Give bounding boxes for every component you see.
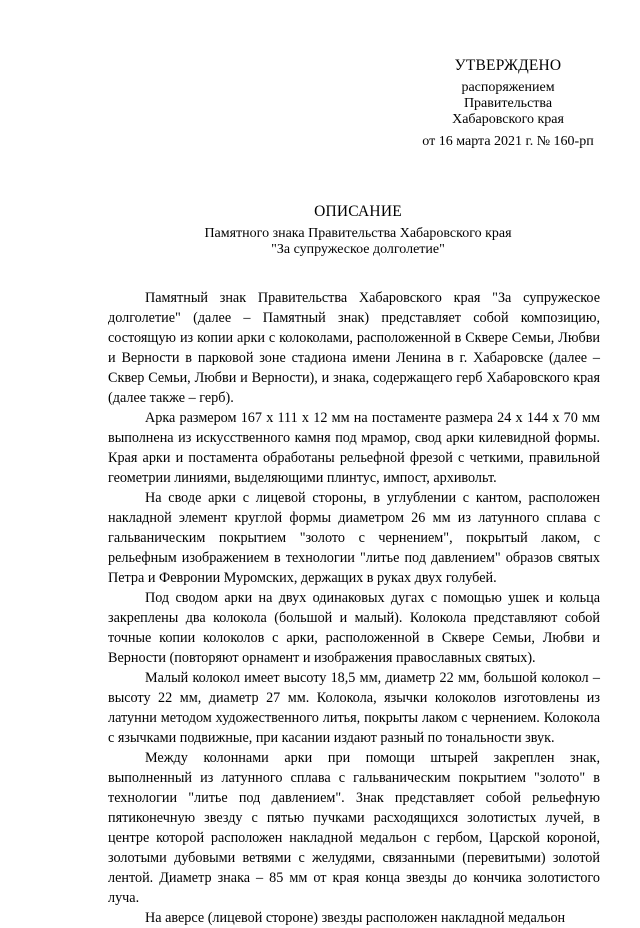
body-paragraph: Малый колокол имеет высоту 18,5 мм, диаметр 22 мм, большой колокол – высоту 22 мм, диаметр 27 мм. Колокола, язычки колоколов изготовлены из латунни методом художественного литья, покрыты лаком с чернением. Колокола с язычками подвижные, при касании издают разный по тональности звук. — [108, 670, 600, 746]
body-paragraph: На своде арки с лицевой стороны, в углублении с кантом, расположен накладной элемент круглой формы диаметром 26 мм из латунного сплава с гальваническим покрытием "золото с чернением", покрытый лаком, с рельефным изображением в технологии "литье под давлением" образов святых Петра и Февронии Муромских, держащих в руках двух голубей. — [108, 490, 600, 586]
approval-line: распоряжением — [461, 80, 555, 95]
approval-line: Хабаровского края — [452, 112, 564, 127]
document-title: ОПИСАНИЕ — [314, 203, 402, 220]
body-paragraph: Памятный знак Правительства Хабаровского края "За супружеское долголетие" (далее – Памятный знак) представляет собой композицию, состоящую из копии арки с колоколами, расположенной в Сквере Семьи, Любви и Верности в парковой зоне стадиона имени Ленина в г. Хабаровске (далее – Сквер Семьи, Любви и Верности), и знака, содержащего герб Хабаровского края (далее также – герб). — [108, 290, 600, 406]
title-block — [0, 204, 640, 258]
document-body — [108, 288, 600, 928]
body-paragraph: Между колоннами арки при помощи штырей закреплен знак, выполненный из латунного сплава с гальваническим покрытием "золото" в технологии "литье под давлением". Знак представляет собой рельефную пятиконечную звезду с пятью пучками расходящихся золотистых лучей, в центре которой расположен накладной медальон с гербом, Царской короной, золотыми дубовыми ветвями с желудями, связанными (перевитыми) золотой лентой. Диаметр знака – 85 мм от края конца звезды до кончика золотистого луча. — [108, 750, 600, 906]
body-paragraph: Арка размером 167 х 111 х 12 мм на постаменте размера 24 х 144 х 70 мм выполнена из искусственного камня под мрамор, свод арки килевидной формы. Края арки и постамента обработаны рельефной фрезой с четкими, правильной геометрии линиями, выделяющими плинтус, импост, архивольт. — [108, 410, 600, 486]
approval-line: Правительства — [463, 96, 553, 111]
approval-block — [398, 58, 618, 150]
document-subtitle: "За супружеское долголетие" — [271, 242, 445, 257]
approval-heading: УТВЕРЖДЕНО — [454, 57, 562, 74]
body-paragraph: На аверсе (лицевой стороне) звезды расположен накладной медальон — [145, 910, 566, 926]
approval-date: от 16 марта 2021 г. № 160-рп — [422, 134, 594, 149]
body-paragraph: Под сводом арки на двух одинаковых дугах с помощью ушек и кольца закреплены два колокола (большой и малый). Колокола представляют собой точные копии колоколов с арки, расположенной в Сквере Семьи, Любви и Верности (повторяют орнамент и изображения православных святых). — [108, 590, 600, 666]
document-subtitle: Памятного знака Правительства Хабаровского края — [204, 226, 512, 241]
